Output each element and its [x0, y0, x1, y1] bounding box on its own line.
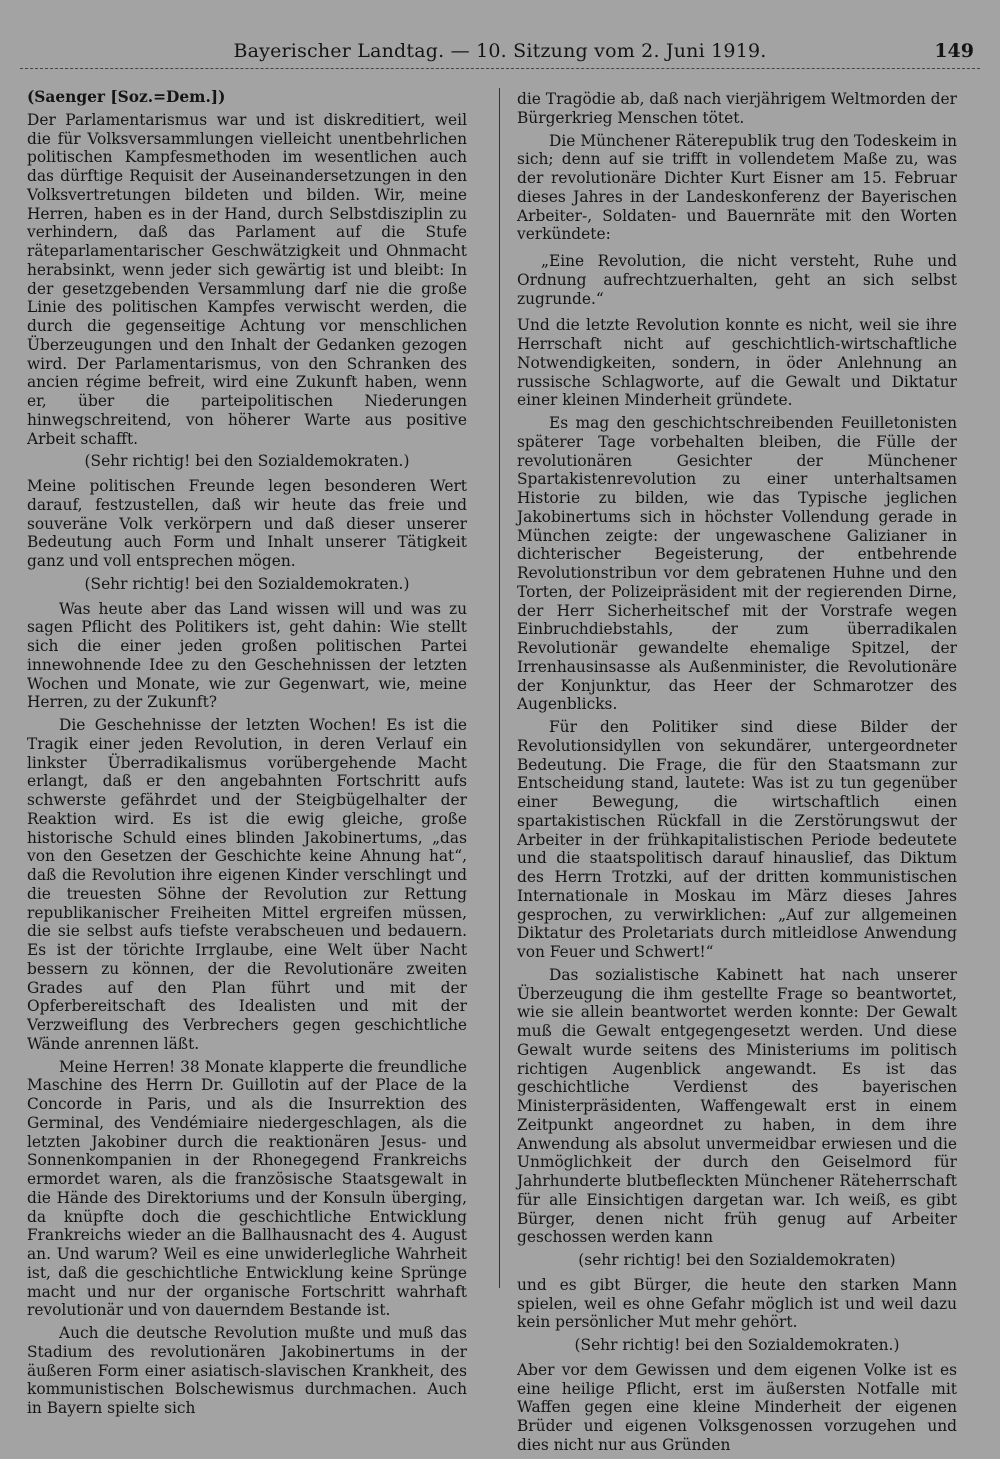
speaker-label: (Saenger [Soz.=Dem.]) — [27, 88, 226, 106]
header-rule — [20, 68, 980, 69]
quotation: „Eine Revolution, die nicht versteht, Ruhe und Ordnung aufrechtzuerhalten, geht an sich selbst zugrunde.“ — [517, 252, 957, 308]
running-head: Bayerischer Landtag. — 10. Sitzung vom 2. Juni 1919. — [233, 40, 767, 62]
paragraph: Aber vor dem Gewissen und dem eigenen Volke ist es eine heilige Pflicht, erst im äußersten Notfalle mit Waffen gegen eine kleine Minderheit der eigenen Brüder und eigenen Volksgenossen vorzugehen und dies nicht nur aus Gründen — [517, 1360, 957, 1454]
applause-note: (Sehr richtig! bei den Sozialdemokraten.) — [84, 574, 410, 593]
column-divider — [499, 88, 500, 1288]
right-column — [517, 90, 957, 1459]
paragraph: Für den Politiker sind diese Bilder der Revolutionsidyllen von sekundärer, untergeordneter Bedeutung. Die Frage, die für den Staatsmann zur Entscheidung stand, lautete: Was ist zu tun gegenüber einer Bewegung, die wirtschaftlich einen spartakistischen Rückfall in die Zerstörungswut der Arbeiter in der frühkapitalistischen Periode bedeutete und die staatspolitisch darauf hinauslief, das Diktum des Herrn Trotzki, auf der dritten kommunistischen Internationale in Moskau im März dieses Jahres gesprochen, zu verwirklichen: „Auf zur allgemeinen Diktatur des Proletariats durch mitleidlose Anwendung von Feuer und Schwert!“ — [517, 718, 957, 961]
paragraph: Meine Herren! 38 Monate klapperte die freundliche Maschine des Herrn Dr. Guillotin auf der Place de la Concorde in Paris, und als die Insurrektion des Germinal, des Vendémiaire niedergeschlagen, als die letzten Jakobiner durch die reaktionären Jesus- und Sonnenkompanien in der Rhonegegend Frankreichs ermordet waren, als die französische Staatsgewalt in die Hände des Direktoriums und der Konsuln überging, da knüpfte doch die geschichtliche Entwicklung Frankreichs wieder an die Ballhausnacht des 4. August an. Und warum? Weil es eine unwiderlegliche Wahrheit ist, daß die geschichtliche Entwicklung keine Sprünge macht und nur der organische Fortschritt wahrhaft revolutionär und von dauerndem Bestande ist. — [27, 1057, 467, 1320]
page-number: 149 — [934, 40, 974, 62]
paragraph: Es mag den geschichtschreibenden Feuilletonisten späterer Tage vorbehalten bleiben, die Fülle der revolutionären Gesichter der Münchener Spartakistenrevolution zu einer unterhaltsamen Historie zu bilden, wie das Typische jeglichen Jakobinertums sich in höchster Vollendung gerade in München zeigte: der ungewaschene Galizianer in dichterischer Begeisterung, der entbehrende Revolutionstribun vor dem gebratenen Huhne und den Torten, der Polizeipräsident mit der regierenden Dirne, der Herr Sicherheitschef mit der Vorstrafe wegen Einbruchdiebstahls, der zum überradikalen Revolutionär gewandelte ehemalige Spitzel, der Irrenhausinsasse als Außenminister, die Revolutionäre der Konjunktur, das Heer der Schmarotzer des Augenblicks. — [517, 414, 957, 714]
paragraph: Auch die deutsche Revolution mußte und muß das Stadium des revolutionären Jakobinertums in der äußeren Form einer asiatisch-slavischen Krankheit, des kommunistischen Bolschewismus durchmachen. Auch in Bayern spielte sich — [27, 1324, 467, 1417]
paragraph: Die Münchener Räterepublik trug den Todeskeim in sich; denn auf sie trifft in vollendetem Maße zu, was der revolutionäre Dichter Kurt Eisner am 15. Februar dieses Jahres in der Landeskonferenz der Bayerischen Arbeiter-, Soldaten- und Bauernräte mit den Worten verkündete: — [517, 131, 957, 244]
applause-note: (Sehr richtig! bei den Sozialdemokraten.) — [574, 1336, 900, 1354]
page-header — [20, 38, 980, 72]
applause-note: (sehr richtig! bei den Sozialdemokraten) — [578, 1251, 896, 1269]
applause-note: (Sehr richtig! bei den Sozialdemokraten.) — [84, 452, 410, 471]
paragraph: und es gibt Bürger, die heute den starken Mann spielen, weil es ohne Gefahr möglich ist und weil dazu kein persönlicher Mut mehr gehört. — [517, 1275, 957, 1332]
paragraph: Meine politischen Freunde legen besonderen Wert darauf, festzustellen, daß wir heute das freie und souveräne Volk verkörpern und daß dieser unserer Bedeutung auch Form und Inhalt unserer Tätigkeit ganz und voll entsprechen mögen. — [27, 477, 467, 570]
paragraph: die Tragödie ab, daß nach vierjährigem Weltmorden der Bürgerkrieg Menschen tötet. — [517, 90, 957, 127]
paragraph: Die Geschehnisse der letzten Wochen! Es ist die Tragik einer jeden Revolution, in deren Verlauf ein linkster Überradikalismus vorübergehende Macht erlangt, daß er den angebahnten Fortschritt aufs schwerste gefährdet und der Steigbügelhalter der Reaktion wird. Es ist die ewig gleiche, große historische Schuld eines blinden Jakobinertums, „das von den Gesetzen der Geschichte keine Ahnung hat“, daß die Revolution ihre eigenen Kinder verschlingt und die treuesten Söhne der Revolution zur Rettung republikanischer Freiheiten Mittel ergreifen müssen, die sie selbst aufs tiefste verabscheuen und bedauern. Es ist der törichte Irrglaube, eine Welt über Nacht bessern zu können, der die Revolutionäre zweiten Grades auf den Plan führt und mit der Opferbereitschaft des Idealisten und mit der Verzweiflung des Verbrechers gegen geschichtliche Wände anrennen läßt. — [27, 716, 467, 1053]
paragraph: Und die letzte Revolution konnte es nicht, weil sie ihre Herrschaft nicht auf geschichtlich-wirtschaftliche Notwendigkeiten, sondern, in öder Anlehnung an russische Schlagworte, auf die Gewalt und Diktatur einer kleinen Minderheit gründete. — [517, 316, 957, 410]
paragraph: Der Parlamentarismus war und ist diskreditiert, weil die für Volksversammlungen vielleicht unentbehrlichen politischen Kampfesmethoden im wesentlichen auch das dürftige Requisit der Auseinandersetzungen in den Volksvertretungen bildeten und bilden. Wir, meine Herren, haben es in der Hand, durch Selbstdisziplin zu verhindern, daß das Parlament auf die Stufe räteparlamentarischer Geschwätzigkeit und Ohnmacht herabsinkt, wenn jeder sich gewärtig ist und bleibt: In der gesetzgebenden Versammlung darf nie die große Linie des politischen Kampfes verwischt werden, die durch die gegenseitige Achtung vor menschlichen Überzeugungen und den Inhalt der Gedanken gezogen wird. Der Parlamentarismus, von den Schranken des ancien régime befreit, wird eine Zukunft haben, wenn er, über die parteipolitischen Niederungen hinwegschreitend, von höherer Warte aus positive Arbeit schafft. — [27, 110, 467, 448]
left-column — [27, 88, 467, 1422]
paragraph: Das sozialistische Kabinett hat nach unserer Überzeugung die ihm gestellte Frage so beantwortet, wie sie allein beantwortet werden konnte: Der Gewalt muß die Gewalt entgegengesetzt werden. Und diese Gewalt wurde seitens des Ministeriums im politisch richtigen Augenblick angewandt. Es ist das geschichtliche Verdienst des bayerischen Ministerpräsidenten, Waffengewalt erst in einem Zeitpunkt angeordnet zu haben, in dem ihre Anwendung als absolut unvermeidbar erwiesen und die Unmöglichkeit der durch den Geiselmord für Jahrhunderte blutbefleckten Münchener Räteherrschaft für alle Einsichtigen dargetan war. Ich weiß, es gibt Bürger, denen nicht früh genug auf Arbeiter geschossen werden kann — [517, 965, 957, 1247]
paragraph: Was heute aber das Land wissen will und was zu sagen Pflicht des Politikers ist, geht dahin: Wie stellt sich die einer jeden großen politischen Partei innewohnende Idee zu den Geschehnissen der letzten Wochen und Monate, wie zur Gegenwart, wie, meine Herren, zu der Zukunft? — [27, 599, 467, 712]
